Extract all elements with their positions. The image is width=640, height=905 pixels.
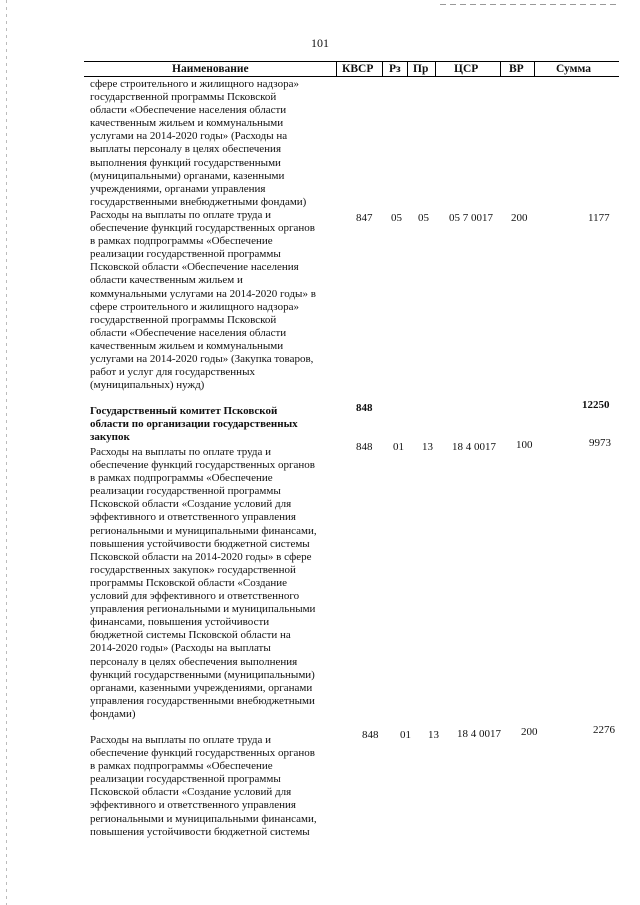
header-sum: Сумма xyxy=(556,63,591,75)
row-text-line: реализации государственной программы xyxy=(90,248,281,261)
row-text-line: в рамках подпрограммы «Обеспечение xyxy=(90,472,273,485)
cell-pr: 05 xyxy=(418,212,429,224)
row-text-line: области «Обеспечение населения области xyxy=(90,326,287,339)
row-text-line: выполнения функций государственными xyxy=(90,156,281,169)
table-row xyxy=(90,209,352,392)
row-text-line: услугами на 2014-2020 годы» (Расходы на xyxy=(90,130,288,143)
row-text-line: Псковской области «Создание условий для xyxy=(90,498,292,511)
row-text-line: сфере строительного и жилищного надзора» xyxy=(90,300,299,313)
cell-csr: 18 4 0017 xyxy=(457,728,501,740)
row-text-line: Расходы на выплаты по оплате труда и xyxy=(90,734,272,746)
cell-kvsr: 848 xyxy=(362,729,379,741)
row-text-line: области «Обеспечение населения области xyxy=(90,104,287,117)
row-text-line: коммунальными услугами на 2014-2020 годы» в xyxy=(90,287,316,300)
cell-pr: 13 xyxy=(428,729,439,741)
row-text-line: качественным жильем и коммунальными xyxy=(90,339,284,352)
row-text-line: финансами, повышения устойчивости xyxy=(90,616,270,629)
header-rz: Рз xyxy=(389,63,401,75)
header-divider xyxy=(336,62,337,76)
row-text-line: функций государственными (муниципальными) xyxy=(90,668,315,681)
header-pr: Пр xyxy=(413,63,429,75)
header-kvsr: КВСР xyxy=(342,63,374,75)
row-text-line: региональными и муниципальными финансами, xyxy=(90,524,317,537)
row-text-line: бюджетной системы Псковской области на xyxy=(90,629,291,642)
row-text-line: услугами на 2014-2020 годы» (Закупка товаров, xyxy=(90,353,314,366)
row-text-line: органами, казенными учреждениями, органами xyxy=(90,681,313,694)
row-text-line: программы Псковской области «Создание xyxy=(90,576,288,589)
table-row xyxy=(90,446,352,721)
row-text-line: выплаты персоналу в целях обеспечения xyxy=(90,143,282,156)
row-text-line: Расходы на выплаты по оплате труда и xyxy=(90,446,272,458)
row-text-line: повышения устойчивости бюджетной системы xyxy=(90,537,310,550)
row-text-line: (муниципальных) нужд) xyxy=(90,379,205,392)
row-text-line: обеспечение функций государственных органов xyxy=(90,222,315,235)
row-text-line: управления государственными внебюджетными xyxy=(90,694,315,707)
row-text-line: (муниципальными) органами, казенными xyxy=(90,169,285,182)
row-text-line: Псковской области «Создание условий для xyxy=(90,786,292,799)
row-text-line: персоналу в целях обеспечения выполнения xyxy=(90,655,298,668)
header-divider xyxy=(382,62,383,76)
row-text-line: эффективного и ответственного управления xyxy=(90,511,296,524)
cell-sum: 2276 xyxy=(593,724,615,736)
cell-csr: 18 4 0017 xyxy=(452,441,496,453)
cell-csr: 05 7 0017 xyxy=(449,212,493,224)
cell-vr: 200 xyxy=(511,212,528,224)
cell-sum: 12250 xyxy=(582,399,610,411)
row-text-line: повышения устойчивости бюджетной системы xyxy=(90,825,310,838)
page-number: 101 xyxy=(311,36,329,50)
header-divider xyxy=(407,62,408,76)
row-text-line: работ и услуг для государственных xyxy=(90,366,255,379)
table-row xyxy=(90,78,352,209)
row-text-line: области по организации государственных xyxy=(90,418,298,431)
table-header xyxy=(84,61,619,77)
row-text-line: региональными и муниципальными финансами, xyxy=(90,812,317,825)
row-text-line: закупок xyxy=(90,431,130,444)
row-text-line: 2014-2020 годы» (Расходы на выплаты xyxy=(90,642,271,655)
row-text-line: государственными внебюджетными фондами) xyxy=(90,195,307,208)
row-text-line: условий для эффективного и ответственного xyxy=(90,590,300,603)
header-divider xyxy=(500,62,501,76)
cell-pr: 13 xyxy=(422,441,433,453)
row-text-line: государственной программы Псковской xyxy=(90,313,277,326)
cell-rz: 01 xyxy=(400,729,411,741)
row-text-line: в рамках подпрограммы «Обеспечение xyxy=(90,760,273,773)
cell-vr: 100 xyxy=(516,439,533,451)
row-text-line: Псковской области на 2014-2020 годы» в сфере xyxy=(90,550,312,563)
row-text-line: учреждениями, органами управления xyxy=(90,182,266,195)
header-divider xyxy=(435,62,436,76)
header-divider xyxy=(534,62,535,76)
scan-mark xyxy=(440,4,620,5)
table-row xyxy=(90,734,352,839)
row-text-line: управления региональными и муниципальными xyxy=(90,603,316,616)
row-text-line: государственной программы Псковской xyxy=(90,91,277,104)
row-text-line: области качественным жильем и xyxy=(90,274,243,287)
row-text-line: качественным жильем и коммунальными xyxy=(90,117,284,130)
table-row-section xyxy=(90,405,352,444)
cell-kvsr: 847 xyxy=(356,212,373,224)
cell-sum: 1177 xyxy=(588,212,610,224)
cell-sum: 9973 xyxy=(589,437,611,449)
header-vr: ВР xyxy=(509,63,524,75)
cell-vr: 200 xyxy=(521,726,538,738)
cell-rz: 05 xyxy=(391,212,402,224)
cell-kvsr: 848 xyxy=(356,402,373,414)
row-text-line: Расходы на выплаты по оплате труда и xyxy=(90,209,272,221)
row-text-line: обеспечение функций государственных органов xyxy=(90,747,315,760)
row-text-line: в рамках подпрограммы «Обеспечение xyxy=(90,235,273,248)
cell-kvsr: 848 xyxy=(356,441,373,453)
row-text-line: Государственный комитет Псковской xyxy=(90,405,278,417)
row-text-line: Псковской области «Обеспечение населения xyxy=(90,261,299,274)
scan-edge xyxy=(6,0,7,905)
header-name: Наименование xyxy=(172,63,249,75)
row-text-line: реализации государственной программы xyxy=(90,773,281,786)
row-text-line: фондами) xyxy=(90,707,136,720)
header-csr: ЦСР xyxy=(454,63,479,75)
row-text-line: сфере строительного и жилищного надзора» xyxy=(90,78,299,90)
cell-rz: 01 xyxy=(393,441,404,453)
row-text-line: реализации государственной программы xyxy=(90,485,281,498)
row-text-line: обеспечение функций государственных органов xyxy=(90,459,315,472)
row-text-line: эффективного и ответственного управления xyxy=(90,799,296,812)
row-text-line: государственных закупок» государственной xyxy=(90,563,296,576)
